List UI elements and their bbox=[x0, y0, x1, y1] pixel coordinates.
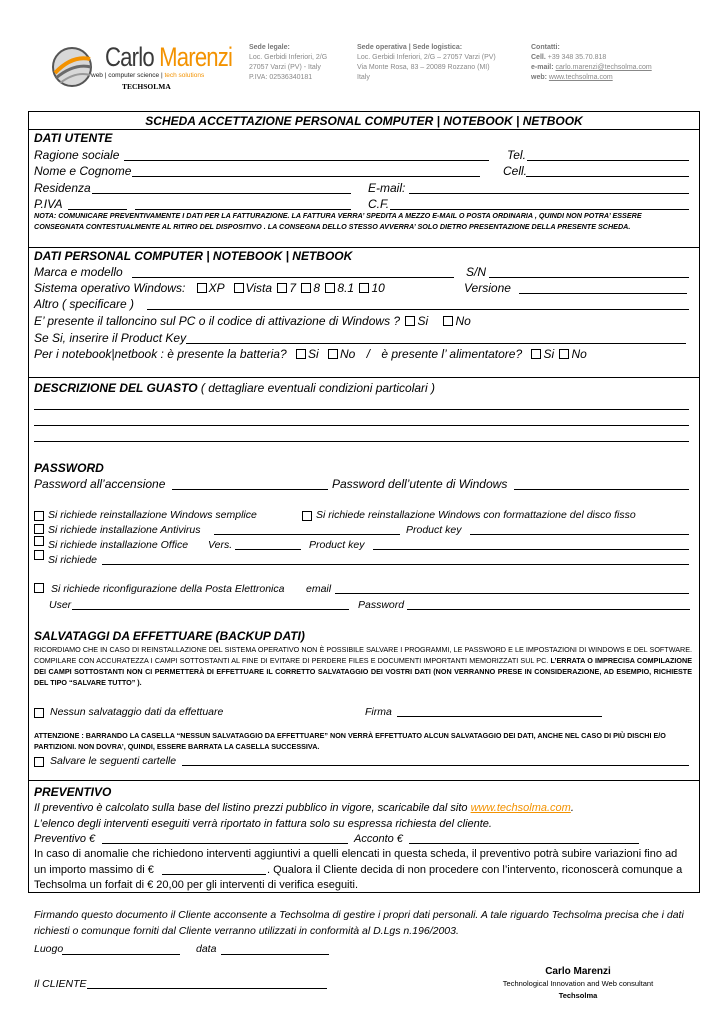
marca-modello-field[interactable] bbox=[132, 277, 454, 278]
nessun-salvataggio-label: Nessun salvataggio dati da effettuare bbox=[50, 706, 224, 718]
tel-field[interactable] bbox=[527, 160, 689, 161]
consenso-text: Firmando questo documento il Cliente acconsente a Techsolma di gestire i propri dati personali. A tale riguardo Techsolma precisa che i dati richiesti o comunque forniti dal Cliente verranno utilizzati in conformità al D.Lgs n.196/2003. bbox=[34, 909, 684, 937]
pwd-accensione-label: Password all’accensione bbox=[34, 477, 166, 491]
pwd-accensione-field[interactable] bbox=[172, 489, 328, 490]
alimentatore-si-checkbox[interactable] bbox=[531, 349, 541, 359]
antivirus-pk-field[interactable] bbox=[470, 534, 689, 535]
cliente-signature-field[interactable] bbox=[87, 988, 327, 989]
signature-block: Carlo Marenzi Technological Innovation and Web consultant Techsolma bbox=[502, 966, 654, 1000]
altro-label: Altro ( specificare ) bbox=[34, 297, 135, 311]
antivirus-pk-label: Product key bbox=[406, 524, 462, 536]
reinst-semplice-label: Si richiede reinstallazione Windows semplice bbox=[48, 509, 257, 521]
alimentatore-no-checkbox[interactable] bbox=[559, 349, 569, 359]
piva-field-2[interactable] bbox=[135, 209, 351, 210]
cell-field[interactable] bbox=[526, 176, 689, 177]
posta-user-field[interactable] bbox=[72, 609, 349, 610]
salvare-cartelle-label: Salvare le seguenti cartelle bbox=[50, 755, 177, 767]
cf-field[interactable] bbox=[390, 209, 689, 210]
cell-label: Cell. bbox=[503, 164, 528, 178]
office-label: Si richiede installazione Office bbox=[48, 539, 189, 551]
email-label: E-mail: bbox=[368, 181, 406, 195]
ragione-sociale-label: Ragione sociale bbox=[34, 148, 120, 162]
talloncino-no-checkbox[interactable] bbox=[443, 316, 453, 326]
sn-label: S/N bbox=[466, 265, 487, 279]
residenza-field[interactable] bbox=[92, 193, 351, 194]
antivirus-label: Si richiede installazione Antivirus bbox=[48, 524, 201, 536]
os-81-checkbox[interactable] bbox=[325, 283, 335, 293]
batteria-si-checkbox[interactable] bbox=[296, 349, 306, 359]
batteria-no-checkbox[interactable] bbox=[328, 349, 338, 359]
si-richiede-field[interactable] bbox=[102, 564, 689, 565]
form-title: SCHEDA ACCETTAZIONE PERSONAL COMPUTER | NOTEBOOK | NETBOOK bbox=[145, 114, 583, 128]
preventivo-euro-field[interactable] bbox=[102, 843, 348, 844]
preventivo-line-2: L’elenco degli interventi eseguiti verrà riportato in fattura solo su espressa richiesta del cliente. bbox=[34, 818, 492, 830]
email-link[interactable]: carlo.marenzi@techsolma.com bbox=[555, 64, 652, 71]
posta-user-label: User bbox=[49, 599, 72, 611]
posta-email-label: email bbox=[306, 583, 332, 595]
versione-label: Versione bbox=[464, 281, 511, 295]
preventivo-line-4: In caso di anomalie che richiedono interventi aggiuntivi a quelli elencati in questa scheda, il preventivo potrà subire variazioni fino ad bbox=[34, 848, 678, 860]
product-key-field[interactable] bbox=[186, 343, 686, 344]
os-row: Sistema operativo Windows: XP Vista 7 8 8.1 10 bbox=[34, 281, 385, 295]
piva-label: P.IVA bbox=[34, 197, 63, 211]
logo-tagline: web | computer science | tech solutions bbox=[91, 72, 205, 79]
company-logo bbox=[48, 42, 233, 94]
acconto-label: Acconto € bbox=[354, 833, 403, 845]
si-richiede-label: Si richiede bbox=[48, 554, 98, 566]
web-link[interactable]: www.techsolma.com bbox=[548, 74, 613, 81]
guasto-line-2[interactable] bbox=[34, 425, 689, 426]
firma-field[interactable] bbox=[397, 716, 602, 717]
cf-label: C.F. bbox=[368, 197, 390, 211]
acconto-field[interactable] bbox=[409, 843, 639, 844]
logo-subtitle: TECHSOLMA bbox=[122, 82, 171, 91]
preventivo-euro-label: Preventivo € bbox=[34, 833, 96, 845]
os-7-checkbox[interactable] bbox=[277, 283, 287, 293]
sn-field[interactable] bbox=[489, 277, 689, 278]
firma-label: Firma bbox=[365, 706, 392, 718]
posta-label: Si richiede riconfigurazione della Posta Elettronica bbox=[51, 583, 285, 595]
reinst-format-checkbox[interactable] bbox=[302, 511, 312, 521]
preventivo-line-6: Techsolma un forfait di € 20,00 per gli interventi di verifica eseguiti. bbox=[34, 879, 359, 891]
marca-modello-label: Marca e modello bbox=[34, 265, 123, 279]
posta-password-field[interactable] bbox=[407, 609, 690, 610]
data-field[interactable] bbox=[221, 954, 329, 955]
backup-paragraph: RICORDIAMO CHE IN CASO DI REINSTALLAZIONE DEL SISTEMA OPERATIVO NON È POSSIBILE SALVARE I PROGRAMMI, LE PASSWORD E LE IMPOSTAZIONI DI WINDOWS E DEL SOFTWARE. COMPILARE CON ACCURATEZZA I CAMPI SOTTOSTANTI AL FINE DI EVITARE DI PERDERE FILES E DOCUMENTI IMPORTANTI MEMORIZZATI SUL PC. L’ERRATA O IMPRECISA COMPILAZIONE DEI CAMPI SOTTOSTANTI NON CI PERMETTERÀ DI EFFETTUARE IL CORRETTO SALVATAGGIO DEI VOSTRI DATI (NON VERRANNO PRESE IN CONSIDERAZIONE, AD ESEMPIO, RICHIESTE DEL TIPO “SALVARE TUTTO” ). bbox=[34, 645, 692, 687]
talloncino-row: E’ presente il talloncino sul PC o il codice di attivazione di Windows ? Si No bbox=[34, 314, 471, 328]
guasto-heading-row: DESCRIZIONE DEL GUASTO ( dettagliare eventuali condizioni particolari ) bbox=[34, 381, 436, 395]
luogo-label: Luogo bbox=[34, 943, 64, 955]
si-richiede-checkbox[interactable] bbox=[34, 550, 44, 560]
nome-cognome-field[interactable] bbox=[132, 176, 480, 177]
product-key-label: Se Si, inserire il Product Key bbox=[34, 331, 187, 345]
preventivo-line-5: . Qualora il Cliente decida di non procedere con l’intervento, riconoscerà comunque a bbox=[267, 864, 683, 876]
logo-name: Carlo Marenzi bbox=[105, 42, 233, 72]
batteria-row: Per i notebook|netbook : è presente la batteria? Si No / è presente l’ alimentatore? Si No bbox=[34, 347, 587, 361]
office-vers-field[interactable] bbox=[235, 549, 301, 550]
nome-cognome-label: Nome e Cognome bbox=[34, 164, 132, 178]
pwd-utente-field[interactable] bbox=[514, 489, 689, 490]
tel-label: Tel. bbox=[507, 148, 526, 162]
os-8-checkbox[interactable] bbox=[301, 283, 311, 293]
form-box bbox=[28, 111, 700, 893]
preventivo-heading: PREVENTIVO bbox=[34, 785, 112, 799]
os-10-checkbox[interactable] bbox=[359, 283, 369, 293]
dati-pc-heading: DATI PERSONAL COMPUTER | NOTEBOOK | NETBOOK bbox=[34, 249, 353, 263]
reinst-format-label: Si richiede reinstallazione Windows con formattazione del disco fisso bbox=[316, 509, 636, 521]
nessun-salvataggio-checkbox[interactable] bbox=[34, 708, 44, 718]
posta-email-field[interactable] bbox=[335, 593, 689, 594]
salvare-cartelle-checkbox[interactable] bbox=[34, 757, 44, 767]
techsolma-link[interactable]: www.techsolma.com bbox=[470, 802, 571, 814]
versione-field[interactable] bbox=[519, 293, 687, 294]
importo-massimo-field[interactable] bbox=[162, 874, 266, 875]
posta-checkbox[interactable] bbox=[34, 583, 44, 593]
reinst-semplice-checkbox[interactable] bbox=[34, 511, 44, 521]
fatturazione-note: NOTA: COMUNICARE PREVENTIVAMENTE I DATI PER LA FATTURAZIONE. LA FATTURA VERRA’ SPEDITA A MEZZO E-MAIL O POSTA ORDINARIA , QUINDI NON POTRA’ ESSERE CONSEGNATA CONTESTUALMENTE AL RITIRO DEL DISPOSITIVO . LA CONSEGNA DELLO STESSO AVVERRA’ SOLO DIETRO PRESENTAZIONE DELLA PRESENTE SCHEDA. bbox=[34, 211, 642, 231]
preventivo-line-1: Il preventivo è calcolato sulla base del listino prezzi pubblico in vigore, scaricabile dal sito www.techsolma.com. bbox=[34, 802, 574, 814]
ragione-sociale-field[interactable] bbox=[124, 160, 489, 161]
os-xp-checkbox[interactable] bbox=[197, 283, 207, 293]
guasto-line-1[interactable] bbox=[34, 409, 689, 410]
office-pk-label: Product key bbox=[309, 539, 365, 551]
header-contatti: Contatti: Cell. +39 348 35.70.818 e-mail: carlo.marenzi@techsolma.com web: www.techsolma.com bbox=[531, 44, 652, 81]
posta-password-label: Password bbox=[358, 599, 405, 611]
residenza-label: Residenza bbox=[34, 181, 91, 195]
globe-logo-icon bbox=[50, 45, 94, 89]
header-sede-legale: Sede legale: Loc. Gerbidi Inferiori, 2/G 27057 Varzi (PV) - Italy P.IVA: 02536340181 bbox=[249, 44, 328, 81]
altro-field[interactable] bbox=[147, 309, 689, 310]
attenzione-note: ATTENZIONE : BARRANDO LA CASELLA “NESSUN SALVATAGGIO DA EFFETTUARE” NON VERRÀ EFFETTUATO ALCUN SALVATAGGIO DEI DATI, ANCHE NEL CASO DI PIÙ DISCHI E/O PARTIZIONI. NON DOVRA’, QUINDI, ESSERE BARRATA LA CASELLA SUCCESSIVA. bbox=[34, 731, 666, 751]
os-vista-checkbox[interactable] bbox=[234, 283, 244, 293]
password-heading: PASSWORD bbox=[34, 461, 104, 475]
data-label: data bbox=[196, 943, 217, 955]
office-checkbox[interactable] bbox=[34, 536, 44, 546]
talloncino-si-checkbox[interactable] bbox=[405, 316, 415, 326]
header-sede-operativa: Sede operativa | Sede logistica: Loc. Gerbidi Inferiori, 2/G – 27057 Varzi (PV) Via Monte Rosa, 83 – 20089 Rozzano (MI) Italy bbox=[357, 44, 496, 81]
backup-heading: SALVATAGGI DA EFFETTUARE (BACKUP DATI) bbox=[34, 629, 305, 643]
luogo-field[interactable] bbox=[62, 954, 180, 955]
salvare-cartelle-field[interactable] bbox=[182, 765, 689, 766]
office-pk-field[interactable] bbox=[373, 549, 689, 550]
email-field[interactable] bbox=[409, 193, 689, 194]
dati-utente-heading: DATI UTENTE bbox=[34, 131, 113, 145]
piva-field-1[interactable] bbox=[68, 209, 127, 210]
antivirus-checkbox[interactable] bbox=[34, 524, 44, 534]
pwd-utente-label: Password dell’utente di Windows bbox=[332, 477, 508, 491]
guasto-line-3[interactable] bbox=[34, 441, 689, 442]
office-vers-label: Vers. bbox=[208, 539, 233, 551]
antivirus-field[interactable] bbox=[214, 534, 400, 535]
importo-massimo-label: un importo massimo di € bbox=[34, 864, 154, 876]
cliente-label: Il CLIENTE bbox=[34, 978, 87, 990]
